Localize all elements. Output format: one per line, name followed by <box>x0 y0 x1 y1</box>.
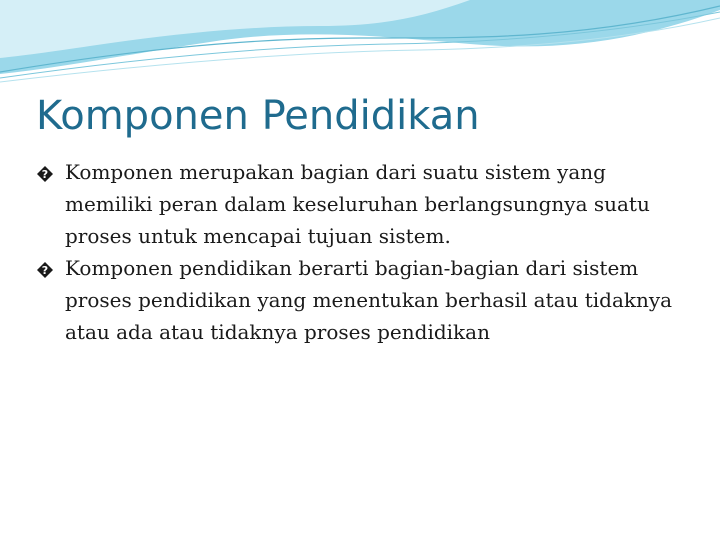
replacement-glyph-icon <box>36 261 54 279</box>
bullet-text: Komponen pendidikan berarti bagian-bagian dari sistem proses pendidikan yang menentukan berhasil atau tidaknya atau ada atau tidaknya proses pendidikan <box>65 256 673 344</box>
bullet-text: Komponen merupakan bagian dari suatu sistem yang memiliki peran dalam keseluruhan berlangsungnya suatu proses untuk mencapai tujuan sistem. <box>65 160 650 248</box>
svg-text:?: ? <box>41 264 49 277</box>
slide-title: Komponen Pendidikan <box>36 93 480 139</box>
bullet-item <box>36 252 676 348</box>
bullet-list <box>36 156 676 348</box>
wave-decoration <box>0 0 720 90</box>
svg-text:?: ? <box>41 168 49 181</box>
replacement-glyph-icon <box>36 165 54 183</box>
bullet-item <box>36 156 676 252</box>
